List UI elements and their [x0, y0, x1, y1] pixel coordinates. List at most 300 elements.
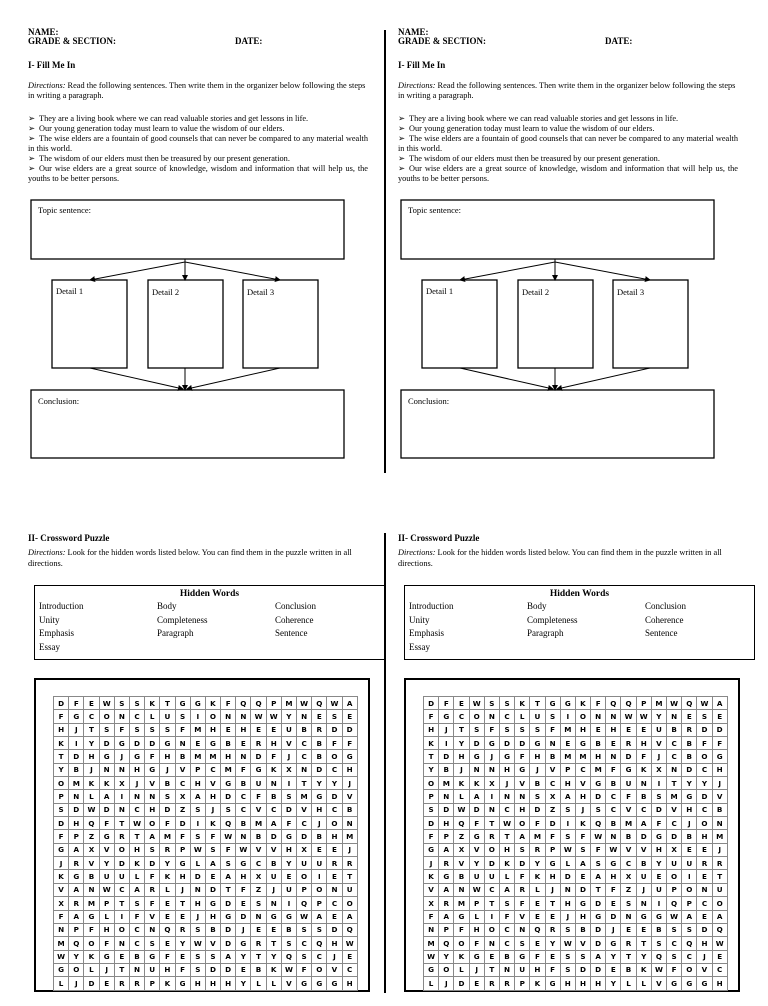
puzzle-cell[interactable]: G — [69, 870, 84, 883]
puzzle-cell[interactable]: S — [651, 790, 666, 803]
puzzle-cell[interactable]: W — [591, 830, 606, 843]
puzzle-cell[interactable]: C — [297, 737, 312, 750]
puzzle-cell[interactable]: V — [667, 803, 682, 816]
puzzle-cell[interactable]: K — [454, 777, 469, 790]
puzzle-cell[interactable]: V — [545, 763, 560, 776]
puzzle-cell[interactable]: G — [99, 750, 114, 763]
puzzle-cell[interactable]: S — [175, 710, 190, 723]
puzzle-cell[interactable]: H — [636, 737, 651, 750]
puzzle-cell[interactable]: F — [667, 963, 682, 976]
puzzle-cell[interactable]: T — [251, 950, 266, 963]
puzzle-cell[interactable]: G — [651, 830, 666, 843]
puzzle-cell[interactable]: F — [327, 737, 342, 750]
puzzle-cell[interactable]: H — [190, 977, 205, 990]
puzzle-cell[interactable]: T — [621, 950, 636, 963]
puzzle-cell[interactable]: A — [439, 843, 454, 856]
puzzle-cell[interactable]: S — [515, 843, 530, 856]
puzzle-cell[interactable]: J — [499, 777, 514, 790]
puzzle-cell[interactable]: H — [560, 977, 575, 990]
puzzle-cell[interactable]: E — [530, 897, 545, 910]
puzzle-cell[interactable]: N — [545, 737, 560, 750]
puzzle-cell[interactable]: F — [712, 737, 727, 750]
puzzle-cell[interactable]: X — [454, 843, 469, 856]
puzzle-cell[interactable]: Q — [236, 697, 251, 710]
puzzle-cell[interactable]: Q — [312, 937, 327, 950]
puzzle-cell[interactable]: N — [99, 763, 114, 776]
puzzle-cell[interactable]: W — [469, 883, 484, 896]
puzzle-cell[interactable]: H — [591, 977, 606, 990]
puzzle-cell[interactable]: E — [636, 723, 651, 736]
puzzle-cell[interactable]: P — [190, 763, 205, 776]
puzzle-cell[interactable]: S — [499, 897, 514, 910]
puzzle-cell[interactable]: V — [621, 843, 636, 856]
puzzle-cell[interactable]: Y — [266, 950, 281, 963]
puzzle-cell[interactable]: Y — [651, 710, 666, 723]
puzzle-cell[interactable]: G — [327, 977, 342, 990]
puzzle-cell[interactable]: E — [606, 897, 621, 910]
puzzle-cell[interactable]: G — [682, 977, 697, 990]
puzzle-cell[interactable]: P — [54, 790, 69, 803]
puzzle-cell[interactable]: C — [129, 803, 144, 816]
puzzle-cell[interactable]: X — [651, 763, 666, 776]
puzzle-cell[interactable]: H — [205, 910, 220, 923]
puzzle-cell[interactable]: D — [697, 790, 712, 803]
puzzle-cell[interactable]: F — [651, 817, 666, 830]
puzzle-cell[interactable]: G — [575, 897, 590, 910]
puzzle-cell[interactable]: T — [591, 883, 606, 896]
puzzle-cell[interactable]: N — [129, 963, 144, 976]
puzzle-cell[interactable]: B — [621, 830, 636, 843]
puzzle-cell[interactable]: U — [621, 777, 636, 790]
puzzle-cell[interactable]: G — [190, 697, 205, 710]
puzzle-cell[interactable]: M — [205, 750, 220, 763]
puzzle-cell[interactable]: C — [499, 923, 514, 936]
puzzle-cell[interactable]: G — [469, 830, 484, 843]
puzzle-cell[interactable]: Q — [297, 897, 312, 910]
puzzle-cell[interactable]: S — [190, 830, 205, 843]
puzzle-cell[interactable]: R — [530, 843, 545, 856]
puzzle-cell[interactable]: N — [69, 790, 84, 803]
puzzle-cell[interactable]: W — [424, 950, 439, 963]
puzzle-cell[interactable]: V — [205, 937, 220, 950]
puzzle-cell[interactable]: E — [312, 843, 327, 856]
puzzle-cell[interactable]: H — [342, 763, 357, 776]
puzzle-cell[interactable]: O — [697, 750, 712, 763]
puzzle-cell[interactable]: R — [129, 977, 144, 990]
puzzle-cell[interactable]: V — [636, 843, 651, 856]
puzzle-cell[interactable]: E — [327, 870, 342, 883]
puzzle-cell[interactable]: S — [545, 710, 560, 723]
puzzle-cell[interactable]: G — [545, 697, 560, 710]
puzzle-cell[interactable]: J — [439, 977, 454, 990]
puzzle-cell[interactable]: S — [515, 723, 530, 736]
puzzle-cell[interactable]: G — [591, 910, 606, 923]
puzzle-cell[interactable]: C — [606, 803, 621, 816]
puzzle-cell[interactable]: A — [342, 697, 357, 710]
puzzle-cell[interactable]: S — [251, 897, 266, 910]
puzzle-cell[interactable]: T — [499, 830, 514, 843]
puzzle-cell[interactable]: G — [545, 857, 560, 870]
puzzle-cell[interactable]: M — [297, 790, 312, 803]
puzzle-cell[interactable]: H — [530, 750, 545, 763]
puzzle-cell[interactable]: R — [114, 830, 129, 843]
puzzle-cell[interactable]: Y — [84, 737, 99, 750]
puzzle-cell[interactable]: K — [129, 857, 144, 870]
puzzle-cell[interactable]: H — [190, 897, 205, 910]
puzzle-cell[interactable]: H — [682, 803, 697, 816]
puzzle-cell[interactable]: C — [114, 883, 129, 896]
puzzle-cell[interactable]: U — [515, 963, 530, 976]
puzzle-cell[interactable]: G — [281, 910, 296, 923]
puzzle-cell[interactable]: G — [205, 897, 220, 910]
puzzle-cell[interactable]: D — [327, 723, 342, 736]
puzzle-cell[interactable]: Y — [454, 737, 469, 750]
puzzle-cell[interactable]: Z — [621, 883, 636, 896]
puzzle-cell[interactable]: L — [424, 977, 439, 990]
puzzle-cell[interactable]: N — [667, 710, 682, 723]
puzzle-cell[interactable]: T — [424, 750, 439, 763]
puzzle-cell[interactable]: H — [221, 977, 236, 990]
puzzle-cell[interactable]: V — [712, 790, 727, 803]
puzzle-cell[interactable]: H — [575, 977, 590, 990]
puzzle-cell[interactable]: N — [515, 923, 530, 936]
puzzle-cell[interactable]: H — [312, 803, 327, 816]
puzzle-cell[interactable]: H — [205, 977, 220, 990]
puzzle-cell[interactable]: E — [697, 910, 712, 923]
puzzle-cell[interactable]: V — [621, 803, 636, 816]
puzzle-cell[interactable]: R — [312, 723, 327, 736]
puzzle-cell[interactable]: C — [251, 857, 266, 870]
puzzle-cell[interactable]: W — [190, 843, 205, 856]
puzzle-cell[interactable]: D — [205, 883, 220, 896]
puzzle-cell[interactable]: D — [575, 963, 590, 976]
puzzle-cell[interactable]: F — [205, 830, 220, 843]
puzzle-cell[interactable]: G — [99, 950, 114, 963]
puzzle-cell[interactable]: B — [591, 737, 606, 750]
puzzle-cell[interactable]: P — [69, 830, 84, 843]
puzzle-cell[interactable]: S — [129, 697, 144, 710]
puzzle-cell[interactable]: I — [312, 870, 327, 883]
puzzle-cell[interactable]: V — [205, 777, 220, 790]
puzzle-cell[interactable]: D — [469, 803, 484, 816]
puzzle-cell[interactable]: S — [651, 937, 666, 950]
puzzle-cell[interactable]: H — [712, 977, 727, 990]
puzzle-cell[interactable]: M — [530, 830, 545, 843]
puzzle-cell[interactable]: O — [697, 817, 712, 830]
puzzle-cell[interactable]: C — [236, 803, 251, 816]
puzzle-cell[interactable]: C — [484, 883, 499, 896]
puzzle-cell[interactable]: Q — [221, 817, 236, 830]
puzzle-cell[interactable]: V — [454, 857, 469, 870]
puzzle-cell[interactable]: R — [439, 897, 454, 910]
puzzle-cell[interactable]: S — [591, 857, 606, 870]
puzzle-cell[interactable]: A — [221, 870, 236, 883]
puzzle-cell[interactable]: C — [236, 790, 251, 803]
puzzle-cell[interactable]: C — [454, 710, 469, 723]
puzzle-cell[interactable]: D — [424, 817, 439, 830]
puzzle-cell[interactable]: S — [129, 723, 144, 736]
puzzle-cell[interactable]: O — [682, 963, 697, 976]
puzzle-cell[interactable]: E — [606, 963, 621, 976]
puzzle-cell[interactable]: P — [545, 843, 560, 856]
puzzle-cell[interactable]: C — [129, 710, 144, 723]
puzzle-cell[interactable]: W — [499, 817, 514, 830]
puzzle-cell[interactable]: N — [145, 923, 160, 936]
puzzle-cell[interactable]: Z — [84, 830, 99, 843]
puzzle-cell[interactable]: R — [484, 977, 499, 990]
puzzle-cell[interactable]: S — [575, 950, 590, 963]
puzzle-cell[interactable]: E — [160, 897, 175, 910]
puzzle-cell[interactable]: N — [266, 777, 281, 790]
puzzle-cell[interactable]: U — [484, 870, 499, 883]
puzzle-cell[interactable]: T — [84, 723, 99, 736]
puzzle-cell[interactable]: G — [560, 697, 575, 710]
puzzle-cell[interactable]: J — [560, 910, 575, 923]
puzzle-cell[interactable]: G — [469, 750, 484, 763]
puzzle-cell[interactable]: U — [160, 710, 175, 723]
puzzle-cell[interactable]: S — [484, 697, 499, 710]
puzzle-cell[interactable]: V — [145, 777, 160, 790]
puzzle-cell[interactable]: J — [606, 923, 621, 936]
puzzle-cell[interactable]: G — [424, 843, 439, 856]
puzzle-cell[interactable]: N — [484, 937, 499, 950]
puzzle-cell[interactable]: S — [667, 923, 682, 936]
puzzle-cell[interactable]: O — [297, 870, 312, 883]
puzzle-cell[interactable]: A — [69, 910, 84, 923]
puzzle-cell[interactable]: C — [327, 763, 342, 776]
puzzle-cell[interactable]: E — [560, 737, 575, 750]
puzzle-cell[interactable]: B — [636, 857, 651, 870]
puzzle-cell[interactable]: D — [266, 830, 281, 843]
puzzle-cell[interactable]: J — [697, 950, 712, 963]
puzzle-cell[interactable]: P — [266, 697, 281, 710]
puzzle-cell[interactable]: H — [606, 870, 621, 883]
puzzle-cell[interactable]: F — [84, 923, 99, 936]
puzzle-cell[interactable]: G — [69, 710, 84, 723]
puzzle-cell[interactable]: K — [636, 763, 651, 776]
puzzle-cell[interactable]: Q — [69, 937, 84, 950]
puzzle-cell[interactable]: W — [560, 843, 575, 856]
puzzle-cell[interactable]: S — [221, 803, 236, 816]
puzzle-cell[interactable]: W — [297, 910, 312, 923]
puzzle-cell[interactable]: E — [454, 697, 469, 710]
puzzle-cell[interactable]: F — [545, 830, 560, 843]
puzzle-cell[interactable]: B — [251, 963, 266, 976]
puzzle-cell[interactable]: E — [530, 937, 545, 950]
puzzle-cell[interactable]: B — [129, 950, 144, 963]
puzzle-cell[interactable]: T — [266, 937, 281, 950]
puzzle-cell[interactable]: Z — [251, 883, 266, 896]
puzzle-cell[interactable]: J — [84, 763, 99, 776]
puzzle-cell[interactable]: D — [530, 803, 545, 816]
puzzle-cell[interactable]: W — [454, 803, 469, 816]
puzzle-cell[interactable]: G — [636, 910, 651, 923]
puzzle-cell[interactable]: X — [54, 897, 69, 910]
puzzle-cell[interactable]: Y — [236, 950, 251, 963]
puzzle-cell[interactable]: N — [667, 763, 682, 776]
puzzle-cell[interactable]: D — [205, 963, 220, 976]
puzzle-cell[interactable]: O — [454, 937, 469, 950]
puzzle-cell[interactable]: H — [651, 843, 666, 856]
puzzle-cell[interactable]: W — [129, 817, 144, 830]
puzzle-cell[interactable]: D — [327, 923, 342, 936]
puzzle-cell[interactable]: T — [342, 870, 357, 883]
puzzle-cell[interactable]: J — [575, 803, 590, 816]
puzzle-cell[interactable]: H — [129, 843, 144, 856]
puzzle-cell[interactable]: S — [424, 803, 439, 816]
puzzle-cell[interactable]: B — [297, 723, 312, 736]
puzzle-cell[interactable]: P — [99, 897, 114, 910]
puzzle-cell[interactable]: J — [327, 950, 342, 963]
puzzle-cell[interactable]: I — [114, 790, 129, 803]
puzzle-cell[interactable]: E — [545, 950, 560, 963]
puzzle-cell[interactable]: Y — [424, 763, 439, 776]
puzzle-cell[interactable]: T — [114, 817, 129, 830]
puzzle-cell[interactable]: M — [160, 830, 175, 843]
puzzle-cell[interactable]: F — [591, 697, 606, 710]
puzzle-cell[interactable]: F — [484, 723, 499, 736]
puzzle-cell[interactable]: E — [591, 723, 606, 736]
puzzle-cell[interactable]: Q — [281, 950, 296, 963]
puzzle-cell[interactable]: J — [205, 803, 220, 816]
puzzle-cell[interactable]: D — [515, 737, 530, 750]
puzzle-cell[interactable]: T — [114, 963, 129, 976]
puzzle-cell[interactable]: N — [606, 750, 621, 763]
puzzle-cell[interactable]: R — [114, 977, 129, 990]
puzzle-cell[interactable]: B — [312, 830, 327, 843]
puzzle-cell[interactable]: S — [190, 950, 205, 963]
puzzle-cell[interactable]: S — [575, 843, 590, 856]
puzzle-cell[interactable]: S — [190, 923, 205, 936]
puzzle-cell[interactable]: B — [69, 763, 84, 776]
puzzle-cell[interactable]: M — [190, 750, 205, 763]
puzzle-cell[interactable]: E — [575, 870, 590, 883]
puzzle-cell[interactable]: K — [499, 857, 514, 870]
puzzle-cell[interactable]: J — [530, 763, 545, 776]
puzzle-cell[interactable]: F — [175, 723, 190, 736]
puzzle-cell[interactable]: E — [251, 923, 266, 936]
puzzle-cell[interactable]: K — [266, 963, 281, 976]
puzzle-cell[interactable]: S — [99, 723, 114, 736]
puzzle-cell[interactable]: A — [190, 790, 205, 803]
puzzle-cell[interactable]: C — [129, 937, 144, 950]
puzzle-cell[interactable]: O — [327, 817, 342, 830]
puzzle-cell[interactable]: X — [281, 763, 296, 776]
puzzle-cell[interactable]: A — [69, 883, 84, 896]
puzzle-cell[interactable]: D — [312, 763, 327, 776]
puzzle-cell[interactable]: R — [145, 883, 160, 896]
puzzle-cell[interactable]: F — [575, 830, 590, 843]
puzzle-cell[interactable]: E — [651, 870, 666, 883]
puzzle-cell[interactable]: L — [560, 857, 575, 870]
puzzle-cell[interactable]: P — [469, 897, 484, 910]
puzzle-cell[interactable]: D — [114, 857, 129, 870]
puzzle-cell[interactable]: E — [266, 923, 281, 936]
puzzle-cell[interactable]: G — [651, 910, 666, 923]
puzzle-cell[interactable]: S — [221, 857, 236, 870]
puzzle-cell[interactable]: O — [69, 963, 84, 976]
puzzle-cell[interactable]: U — [712, 883, 727, 896]
puzzle-cell[interactable]: Q — [712, 923, 727, 936]
puzzle-cell[interactable]: D — [424, 697, 439, 710]
puzzle-cell[interactable]: T — [636, 937, 651, 950]
puzzle-cell[interactable]: D — [160, 803, 175, 816]
puzzle-cell[interactable]: H — [515, 803, 530, 816]
puzzle-cell[interactable]: T — [297, 777, 312, 790]
puzzle-cell[interactable]: D — [221, 923, 236, 936]
puzzle-cell[interactable]: Q — [621, 697, 636, 710]
puzzle-cell[interactable]: D — [439, 750, 454, 763]
puzzle-cell[interactable]: S — [560, 803, 575, 816]
puzzle-cell[interactable]: F — [621, 790, 636, 803]
puzzle-cell[interactable]: G — [424, 963, 439, 976]
puzzle-cell[interactable]: S — [281, 937, 296, 950]
puzzle-cell[interactable]: G — [266, 910, 281, 923]
puzzle-cell[interactable]: A — [515, 830, 530, 843]
puzzle-cell[interactable]: E — [251, 723, 266, 736]
puzzle-cell[interactable]: F — [251, 790, 266, 803]
puzzle-cell[interactable]: V — [342, 790, 357, 803]
puzzle-cell[interactable]: D — [591, 923, 606, 936]
puzzle-cell[interactable]: G — [439, 870, 454, 883]
puzzle-cell[interactable]: A — [312, 910, 327, 923]
puzzle-cell[interactable]: P — [297, 883, 312, 896]
puzzle-cell[interactable]: H — [69, 817, 84, 830]
puzzle-cell[interactable]: F — [175, 830, 190, 843]
puzzle-cell[interactable]: L — [190, 857, 205, 870]
puzzle-cell[interactable]: O — [54, 777, 69, 790]
puzzle-cell[interactable]: P — [439, 830, 454, 843]
puzzle-cell[interactable]: G — [281, 830, 296, 843]
puzzle-cell[interactable]: K — [424, 737, 439, 750]
puzzle-cell[interactable]: Y — [469, 857, 484, 870]
puzzle-cell[interactable]: D — [621, 750, 636, 763]
puzzle-cell[interactable]: J — [312, 817, 327, 830]
puzzle-cell[interactable]: L — [54, 977, 69, 990]
puzzle-cell[interactable]: B — [712, 803, 727, 816]
puzzle-cell[interactable]: T — [160, 697, 175, 710]
puzzle-cell[interactable]: A — [499, 883, 514, 896]
puzzle-cell[interactable]: Y — [281, 857, 296, 870]
puzzle-cell[interactable]: C — [667, 737, 682, 750]
puzzle-cell[interactable]: B — [251, 830, 266, 843]
puzzle-cell[interactable]: H — [327, 937, 342, 950]
puzzle-cell[interactable]: N — [129, 790, 144, 803]
puzzle-cell[interactable]: F — [606, 763, 621, 776]
puzzle-cell[interactable]: K — [515, 697, 530, 710]
puzzle-cell[interactable]: F — [515, 870, 530, 883]
puzzle-cell[interactable]: D — [236, 910, 251, 923]
puzzle-cell[interactable]: U — [651, 723, 666, 736]
puzzle-cell[interactable]: D — [606, 910, 621, 923]
puzzle-cell[interactable]: B — [160, 777, 175, 790]
puzzle-cell[interactable]: S — [682, 923, 697, 936]
puzzle-cell[interactable]: E — [682, 710, 697, 723]
puzzle-cell[interactable]: X — [114, 777, 129, 790]
puzzle-cell[interactable]: S — [114, 697, 129, 710]
puzzle-cell[interactable]: S — [515, 937, 530, 950]
puzzle-cell[interactable]: B — [342, 803, 357, 816]
puzzle-cell[interactable]: D — [221, 963, 236, 976]
puzzle-cell[interactable]: K — [530, 870, 545, 883]
puzzle-cell[interactable]: H — [439, 817, 454, 830]
puzzle-cell[interactable]: W — [266, 710, 281, 723]
puzzle-cell[interactable]: H — [54, 723, 69, 736]
puzzle-cell[interactable]: F — [54, 710, 69, 723]
puzzle-cell[interactable]: M — [621, 817, 636, 830]
puzzle-cell[interactable]: N — [114, 710, 129, 723]
puzzle-cell[interactable]: H — [499, 763, 514, 776]
